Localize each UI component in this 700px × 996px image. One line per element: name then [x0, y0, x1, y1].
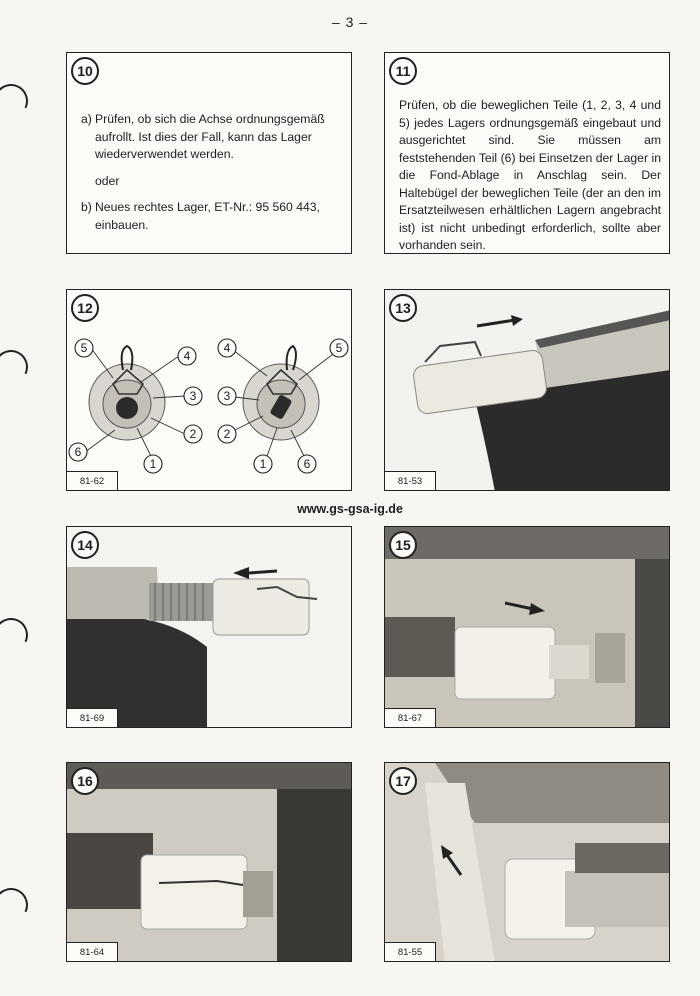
figure-number: 81-62	[67, 471, 118, 490]
photo-16	[67, 763, 352, 962]
step-10-item-a	[81, 111, 343, 164]
step-11-text: Prüfen, ob die beweglichen Teile (1, 2, 3, 4 und 5) jedes Lagers ordnungsgemäß eingebaut und ausgerichtet sind. Sie müssen am feststehenden Teil (6) bei Einsetzen der Lager in die Fond-Ablage in Anschlag sein. Der Haltebügel der beweglichen Teile (der an den im Ersatzteilwesen erhältlichen Lagern angebracht ist) ist nicht unbedingt erforderlich, sollte aber vorhanden sein.	[399, 98, 661, 252]
step-14-badge: 14	[71, 531, 99, 559]
step-11-panel	[384, 52, 670, 254]
callout-left-4: 4	[183, 349, 191, 363]
or-text: oder	[95, 173, 120, 188]
figure-number: 81-53	[385, 471, 436, 490]
step-14-panel	[66, 526, 352, 728]
step-15-badge: 15	[389, 531, 417, 559]
step-17-badge: 17	[389, 767, 417, 795]
figure-number: 81-55	[385, 942, 436, 961]
callout-left-6: 6	[74, 445, 82, 459]
callout-left-5: 5	[80, 341, 88, 355]
step-10-panel	[66, 52, 352, 254]
figure-number: 81-64	[67, 942, 118, 961]
step-16-panel	[66, 762, 352, 962]
bearing-diagram	[67, 290, 352, 491]
item-b-label: b)	[81, 200, 92, 214]
figure-number: 81-69	[67, 708, 118, 727]
step-13-badge: 13	[389, 294, 417, 322]
callout-right-4: 4	[223, 341, 231, 355]
callout-left-1: 1	[149, 457, 157, 471]
step-10-item-b	[81, 199, 343, 234]
punch-hole-icon	[0, 613, 33, 657]
callout-left-2: 2	[189, 427, 197, 441]
item-a-label: a)	[81, 112, 92, 126]
step-10-text	[81, 111, 343, 234]
photo-17	[385, 763, 670, 962]
punch-hole-icon	[0, 345, 33, 389]
step-12-panel	[66, 289, 352, 491]
callout-right-2: 2	[223, 427, 231, 441]
callout-left-3: 3	[189, 389, 197, 403]
photo-14	[67, 527, 352, 728]
item-b-text: Neues rechtes Lager, ET-Nr.: 95 560 443, einbauen.	[95, 200, 320, 232]
step-15-panel	[384, 526, 670, 728]
watermark-url: www.gs-gsa-ig.de	[297, 502, 403, 516]
item-a-text: Prüfen, ob sich die Achse ordnungsgemäß aufrollt. Ist dies der Fall, kann das Lager wiederverwendet werden.	[95, 112, 325, 161]
callout-right-3: 3	[223, 389, 231, 403]
photo-13	[385, 290, 670, 491]
step-10-badge: 10	[71, 57, 99, 85]
step-13-panel	[384, 289, 670, 491]
step-16-badge: 16	[71, 767, 99, 795]
page-number: – 3 –	[331, 14, 369, 30]
callout-right-5: 5	[335, 341, 343, 355]
callout-right-1: 1	[259, 457, 267, 471]
right-bearing	[243, 346, 319, 440]
punch-hole-icon	[0, 883, 33, 927]
photo-15	[385, 527, 670, 728]
step-10-or	[81, 173, 343, 191]
callout-right-6: 6	[303, 457, 311, 471]
step-12-badge: 12	[71, 294, 99, 322]
step-11-badge: 11	[389, 57, 417, 85]
figure-number: 81-67	[385, 708, 436, 727]
punch-hole-icon	[0, 79, 33, 123]
step-17-panel	[384, 762, 670, 962]
